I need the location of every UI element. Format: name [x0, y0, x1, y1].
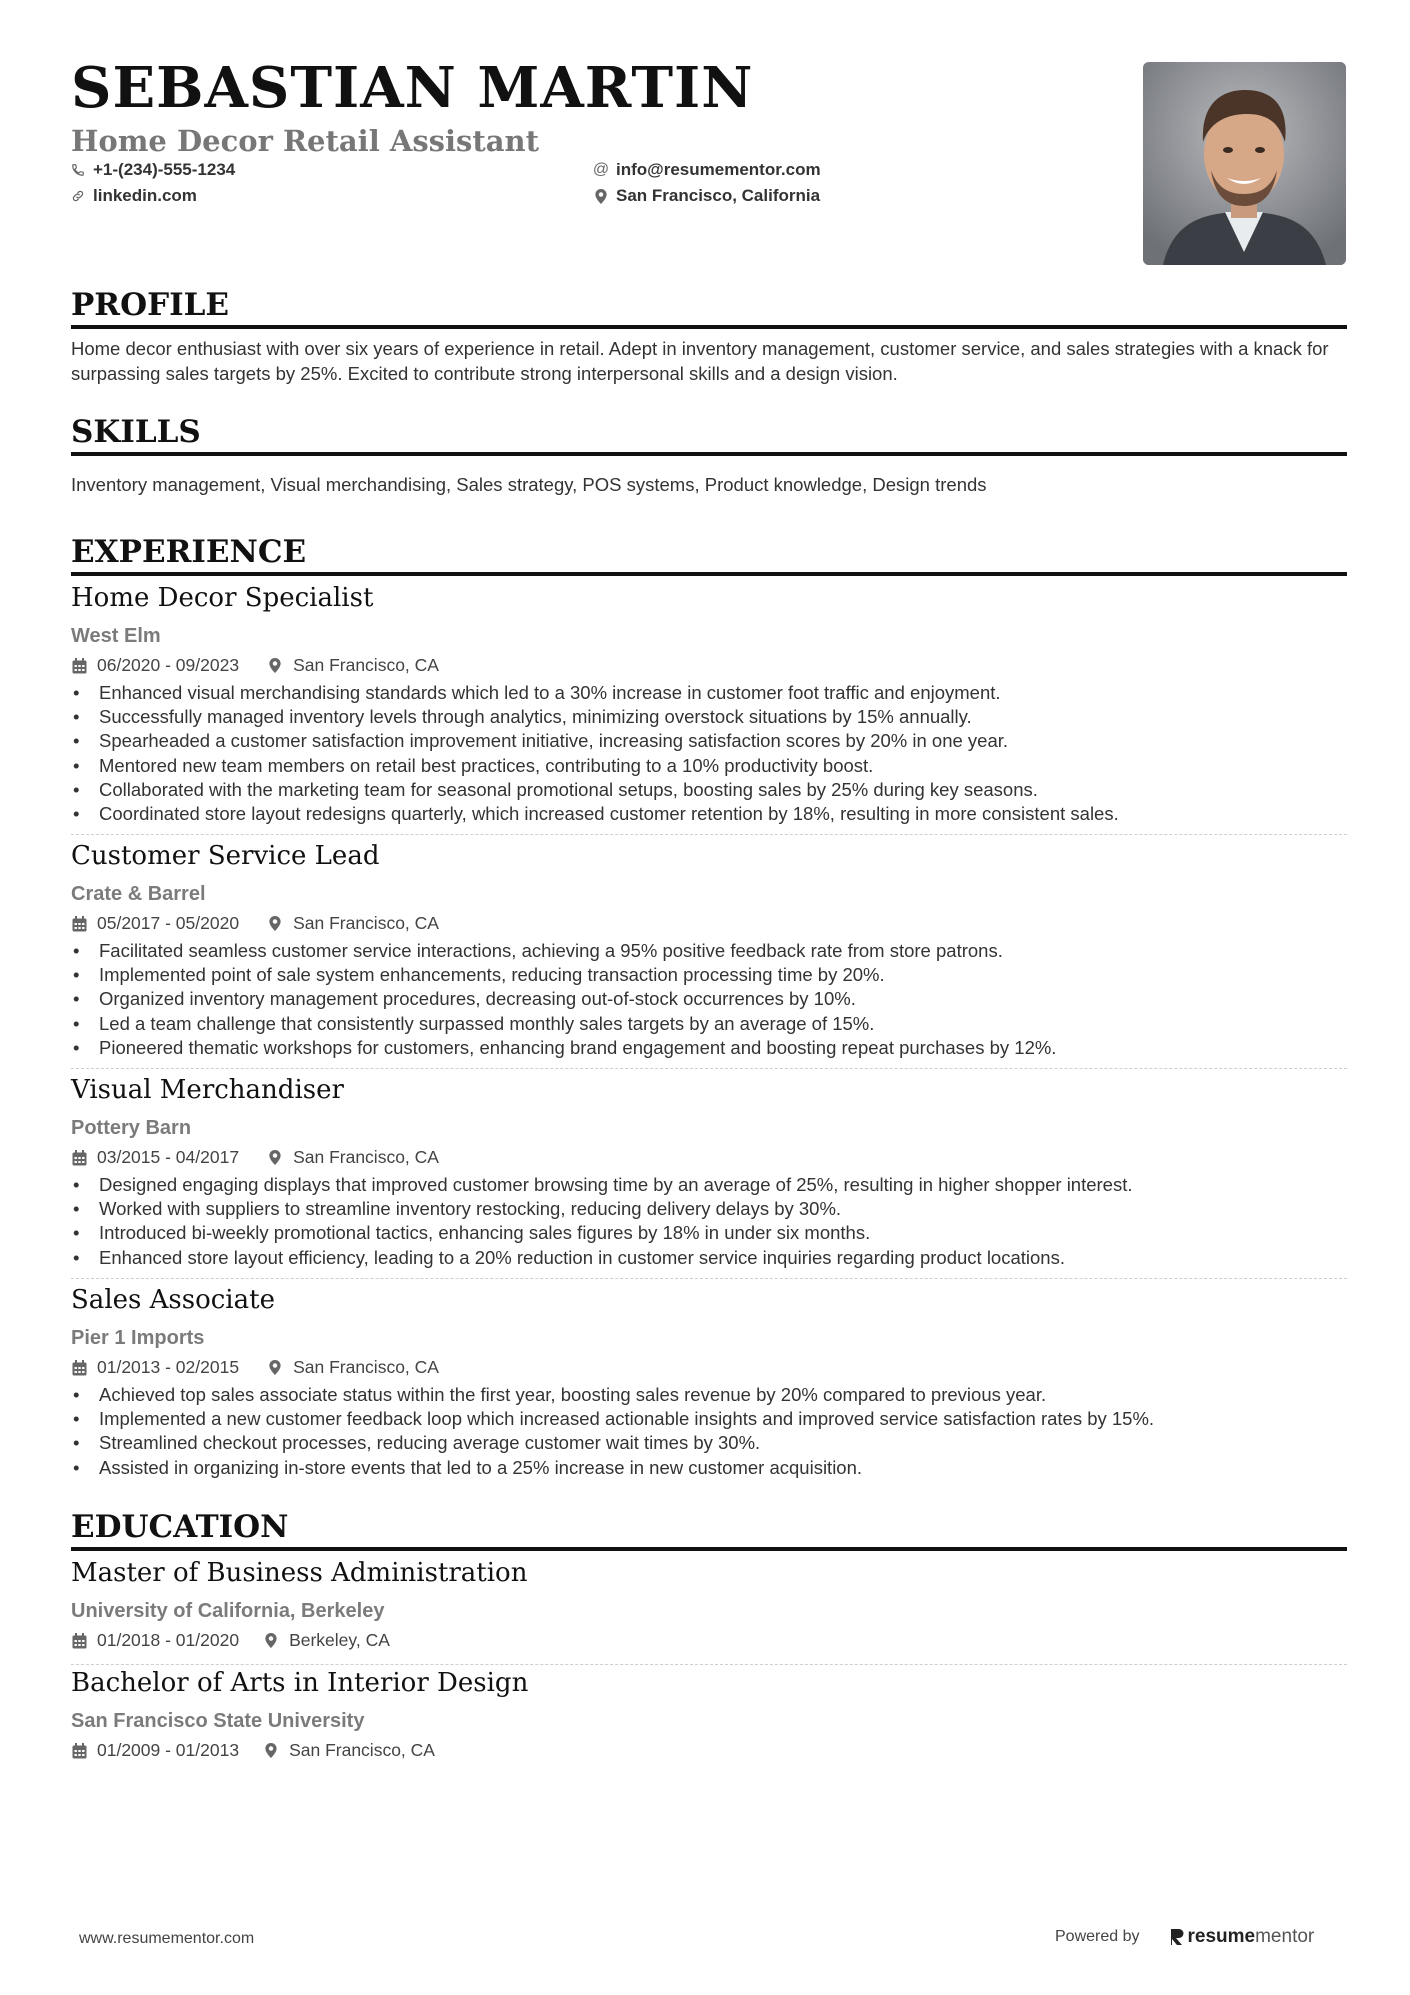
job-title: Home Decor Specialist — [71, 583, 374, 613]
skills-text: Inventory management, Visual merchandising, Sales strategy, POS systems, Product knowledge, Design trends — [71, 474, 987, 495]
email-contact[interactable] — [594, 160, 821, 180]
job-meta — [71, 913, 439, 934]
phone-contact — [71, 160, 235, 180]
skills-heading: SKILLS — [71, 417, 1347, 456]
calendar-icon — [71, 658, 87, 674]
education-dates: 01/2018 - 01/2020 — [97, 1630, 240, 1650]
job-meta — [71, 655, 439, 676]
job-bullets — [71, 681, 1347, 826]
bullet-item: • Successfully managed inventory levels through analytics, minimizing overstock situations by 15% annually. — [71, 705, 1347, 729]
education-meta — [71, 1740, 435, 1761]
job-company: Crate & Barrel — [71, 883, 206, 905]
job-dates: 03/2015 - 04/2017 — [97, 1147, 240, 1167]
job-dates: 05/2017 - 05/2020 — [97, 913, 240, 933]
calendar-icon — [71, 1360, 87, 1376]
job-location: San Francisco, CA — [293, 1357, 439, 1377]
job-title: Visual Merchandiser — [71, 1075, 344, 1105]
brand-mark-icon — [1170, 1928, 1184, 1946]
job-dates: 01/2013 - 02/2015 — [97, 1357, 240, 1377]
profile-heading: PROFILE — [71, 290, 1347, 329]
location-text: San Francisco, California — [616, 186, 821, 205]
bullet-item: • Worked with suppliers to streamline inventory restocking, reducing delivery delays by 30%. — [71, 1197, 1347, 1221]
bullet-item: • Implemented a new customer feedback loop which increased actionable insights and improved service satisfaction rates by 15%. — [71, 1407, 1347, 1431]
map-pin-icon — [267, 1360, 283, 1376]
resumementor-logo[interactable] — [1170, 1926, 1315, 1948]
bullet-item: • Facilitated seamless customer service interactions, achieving a 95% positive feedback rate from store patrons. — [71, 939, 1347, 963]
candidate-title: Home Decor Retail Assistant — [71, 124, 539, 158]
job-divider — [71, 1068, 1347, 1069]
job-location: San Francisco, CA — [293, 913, 439, 933]
bullet-item: • Implemented point of sale system enhancements, reducing transaction processing time by 20%. — [71, 963, 1347, 987]
education-location: San Francisco, CA — [289, 1740, 435, 1760]
powered-by-label: Powered by — [1055, 1928, 1140, 1945]
job-title: Customer Service Lead — [71, 841, 380, 871]
phone-text: +1-(234)-555-1234 — [93, 160, 236, 179]
bullet-item: • Assisted in organizing in-store events that led to a 25% increase in new customer acquisition. — [71, 1456, 1347, 1480]
job-location: San Francisco, CA — [293, 1147, 439, 1167]
map-pin-icon — [267, 1150, 283, 1166]
education-meta — [71, 1630, 390, 1651]
education-heading: EDUCATION — [71, 1512, 1347, 1551]
school-name: University of California, Berkeley — [71, 1600, 385, 1622]
map-pin-icon — [263, 1743, 279, 1759]
bullet-item: • Led a team challenge that consistently surpassed monthly sales targets by an average of 15%. — [71, 1012, 1347, 1036]
experience-heading: EXPERIENCE — [71, 537, 1347, 576]
email-text: info@resumementor.com — [616, 160, 821, 179]
linkedin-contact[interactable] — [71, 186, 197, 206]
bullet-item: • Organized inventory management procedures, decreasing out-of-stock occurrences by 10%. — [71, 987, 1347, 1011]
link-icon — [71, 189, 85, 203]
bullet-item: • Coordinated store layout redesigns quarterly, which increased customer retention by 18%, resulting in more consistent sales. — [71, 802, 1347, 826]
map-pin-icon — [263, 1633, 279, 1649]
bullet-item: • Enhanced visual merchandising standards which led to a 30% increase in customer foot traffic and enjoyment. — [71, 681, 1347, 705]
calendar-icon — [71, 916, 87, 932]
job-company: West Elm — [71, 625, 161, 647]
calendar-icon — [71, 1150, 87, 1166]
profile-photo — [1143, 62, 1346, 265]
job-dates: 06/2020 - 09/2023 — [97, 655, 240, 675]
bullet-item: • Spearheaded a customer satisfaction improvement initiative, increasing satisfaction scores by 20% in one year. — [71, 729, 1347, 753]
job-divider — [71, 1278, 1347, 1279]
linkedin-text: linkedin.com — [93, 186, 197, 205]
bullet-item: • Streamlined checkout processes, reducing average customer wait times by 30%. — [71, 1431, 1347, 1455]
location-contact — [594, 186, 820, 206]
at-icon: @ — [592, 161, 610, 178]
bullet-item: • Enhanced store layout efficiency, leading to a 20% reduction in customer service inquiries regarding product locations. — [71, 1246, 1347, 1270]
job-title: Sales Associate — [71, 1285, 275, 1315]
job-bullets — [71, 1173, 1347, 1270]
education-divider — [71, 1664, 1347, 1665]
calendar-icon — [71, 1743, 87, 1759]
bullet-item: • Collaborated with the marketing team for seasonal promotional setups, boosting sales by 25% during key seasons. — [71, 778, 1347, 802]
job-bullets — [71, 939, 1347, 1060]
job-location: San Francisco, CA — [293, 655, 439, 675]
candidate-name: SEBASTIAN MARTIN — [71, 55, 754, 121]
school-name: San Francisco State University — [71, 1710, 365, 1732]
brand-text-light: mentor — [1255, 1926, 1315, 1947]
map-pin-icon — [267, 658, 283, 674]
education-location: Berkeley, CA — [289, 1630, 390, 1650]
bullet-item: • Designed engaging displays that improved customer browsing time by an average of 25%, resulting in higher shopper interest. — [71, 1173, 1347, 1197]
bullet-item: • Introduced bi-weekly promotional tactics, enhancing sales figures by 18% in under six months. — [71, 1221, 1347, 1245]
map-pin-icon — [267, 916, 283, 932]
footer-website-link[interactable]: www.resumementor.com — [79, 1930, 255, 1947]
map-pin-icon — [594, 189, 608, 203]
job-meta — [71, 1357, 439, 1378]
education-dates: 01/2009 - 01/2013 — [97, 1740, 240, 1760]
profile-text: Home decor enthusiast with over six years of experience in retail. Adept in inventory management, customer service, and sales strategies with a knack for surpassing sales targets by 25%. Excited to contribute strong interpersonal skills and a design vision. — [71, 338, 1329, 384]
bullet-item: • Achieved top sales associate status within the first year, boosting sales revenue by 20% compared to previous year. — [71, 1383, 1347, 1407]
job-company: Pottery Barn — [71, 1117, 192, 1139]
degree-title: Master of Business Administration — [71, 1558, 528, 1588]
calendar-icon — [71, 1633, 87, 1649]
job-divider — [71, 834, 1347, 835]
bullet-item: • Mentored new team members on retail best practices, contributing to a 10% productivity boost. — [71, 754, 1347, 778]
bullet-item: • Pioneered thematic workshops for customers, enhancing brand engagement and boosting repeat purchases by 12%. — [71, 1036, 1347, 1060]
phone-icon — [71, 163, 85, 177]
job-company: Pier 1 Imports — [71, 1327, 205, 1349]
job-meta — [71, 1147, 439, 1168]
degree-title: Bachelor of Arts in Interior Design — [71, 1668, 529, 1698]
job-bullets — [71, 1383, 1347, 1480]
brand-text-bold: resume — [1187, 1926, 1256, 1947]
footer-powered-by — [1055, 1926, 1314, 1948]
